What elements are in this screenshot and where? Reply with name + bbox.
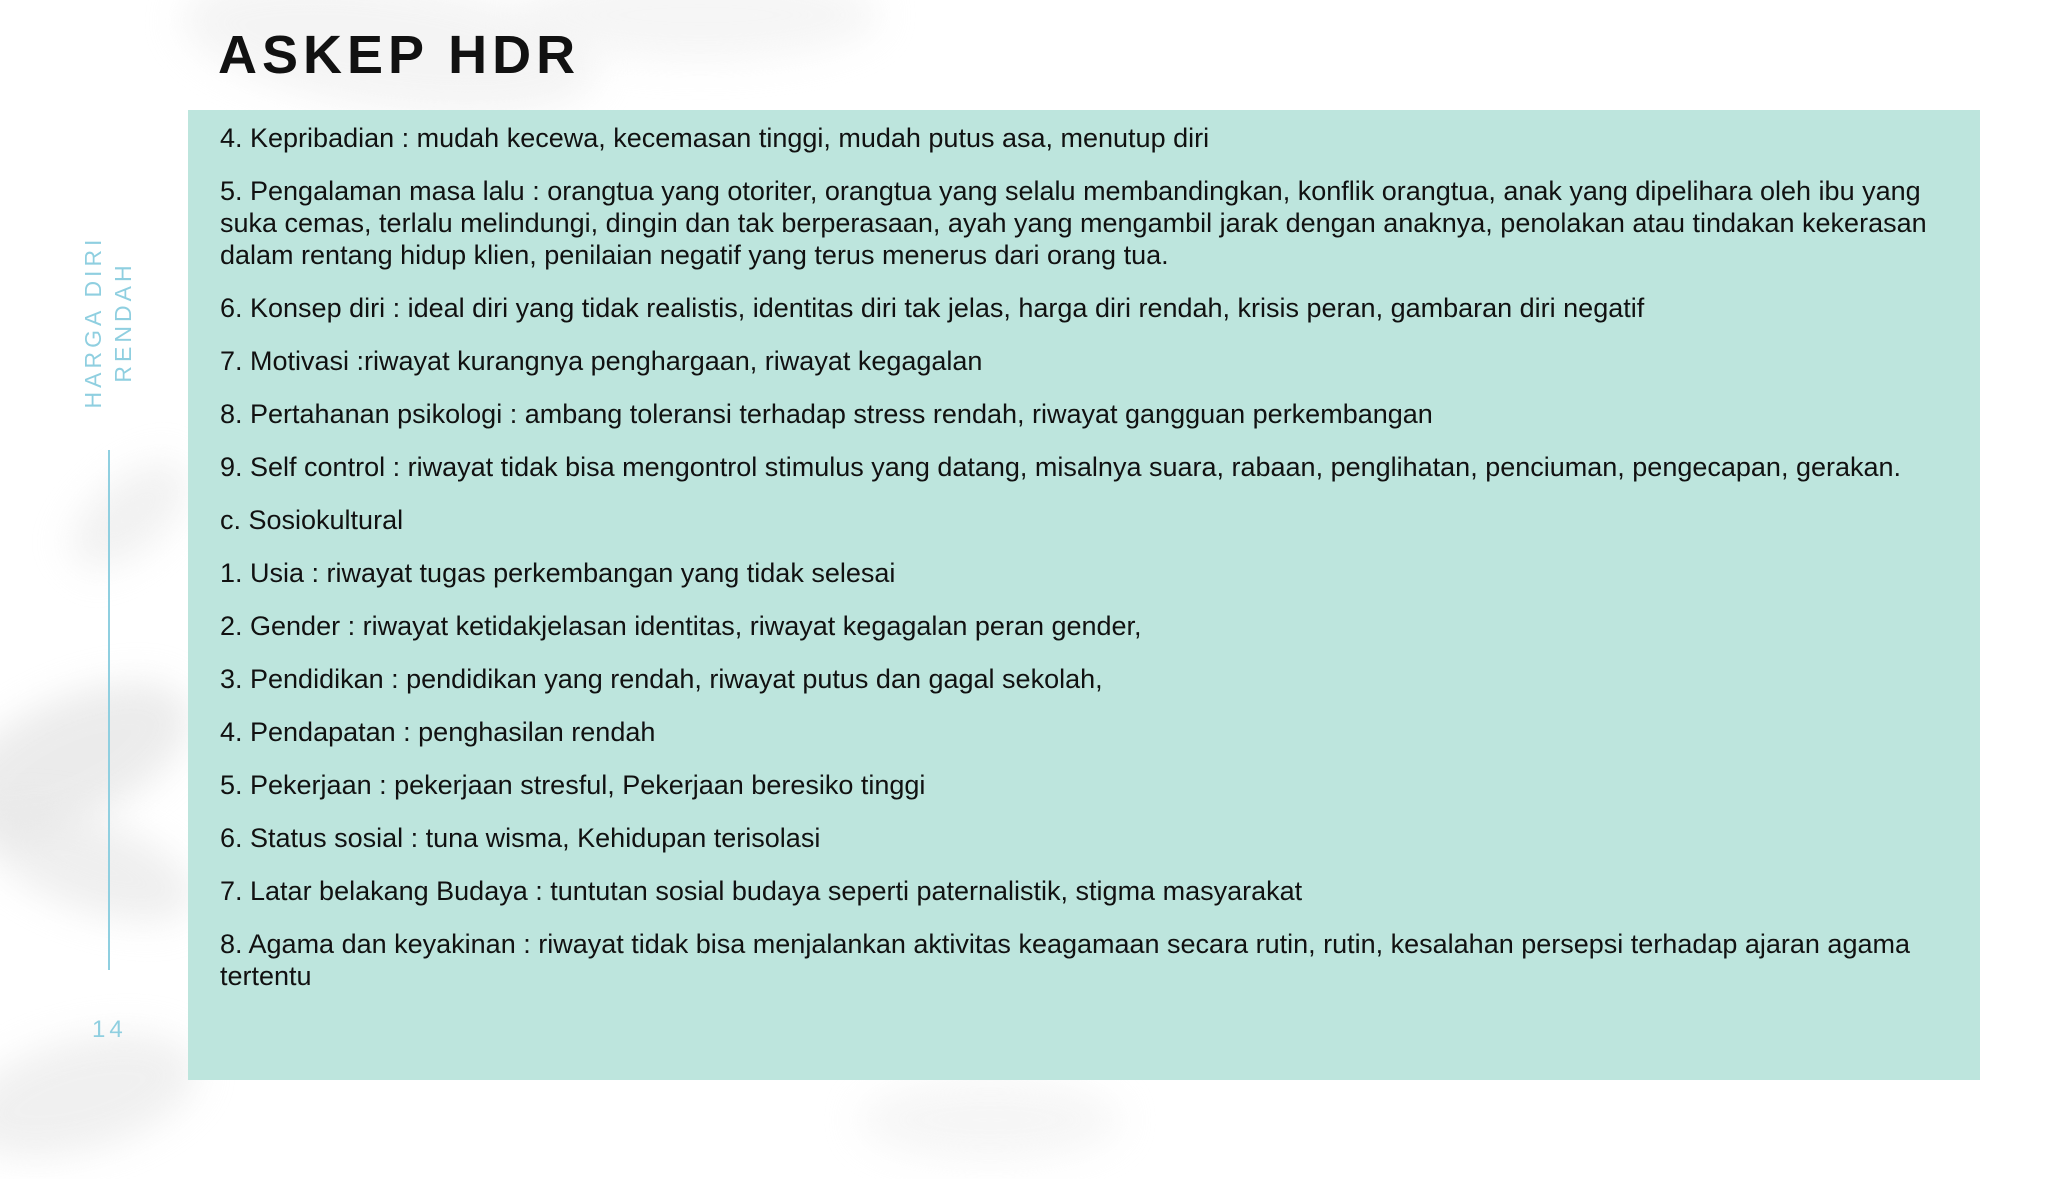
- content-panel: [188, 110, 1980, 1080]
- section-heading: c. Sosiokultural: [220, 505, 404, 535]
- slide-title: ASKEP HDR: [218, 25, 581, 85]
- list-item: 5. Pengalaman masa lalu : orangtua yang otoriter, orangtua yang selalu membandingkan, konflik orangtua, anak yang dipelihara oleh ibu yang suka cemas, terlalu melindungi, dingin dan tak berperasaan, ayah yang mengambil jarak dengan anaknya, penolakan atau tindakan kekerasan dalam rentang hidup klien, penilaian negatif yang terus menerus dari orang tua.: [220, 176, 1927, 270]
- list-item: 5. Pekerjaan : pekerjaan stresful, Pekerjaan beresiko tinggi: [220, 770, 926, 800]
- list-item: 3. Pendidikan : pendidikan yang rendah, riwayat putus dan gagal sekolah,: [220, 664, 1103, 694]
- page-number: 14: [92, 1016, 127, 1043]
- section-side-label: HARGA DIRI RENDAH: [80, 235, 136, 409]
- list-item: 1. Usia : riwayat tugas perkembangan yang tidak selesai: [220, 558, 896, 588]
- background-leaf-shadow: [860, 1080, 1120, 1160]
- list-item: 7. Latar belakang Budaya : tuntutan sosial budaya seperti paternalistik, stigma masyarakat: [220, 876, 1303, 906]
- side-divider: [108, 450, 110, 970]
- list-item: 7. Motivasi :riwayat kurangnya penghargaan, riwayat kegagalan: [220, 346, 983, 376]
- list-item: 8. Agama dan keyakinan : riwayat tidak bisa menjalankan aktivitas keagamaan secara rutin, rutin, kesalahan persepsi terhadap ajaran agama tertentu: [220, 929, 1910, 991]
- list-item: 8. Pertahanan psikologi : ambang toleransi terhadap stress rendah, riwayat gangguan perkembangan: [220, 399, 1433, 429]
- list-item: 2. Gender : riwayat ketidakjelasan identitas, riwayat kegagalan peran gender,: [220, 611, 1142, 641]
- background-leaf-shadow: [54, 443, 206, 587]
- list-item: 6. Status sosial : tuna wisma, Kehidupan terisolasi: [220, 823, 821, 853]
- list-item: 6. Konsep diri : ideal diri yang tidak realistis, identitas diri tak jelas, harga diri rendah, krisis peran, gambaran diri negatif: [220, 293, 1645, 323]
- list-item: 9. Self control : riwayat tidak bisa mengontrol stimulus yang datang, misalnya suara, rabaan, penglihatan, penciuman, pengecapan, gerakan.: [220, 452, 1902, 482]
- list-item: 4. Kepribadian : mudah kecewa, kecemasan tinggi, mudah putus asa, menutup diri: [220, 123, 1210, 153]
- list-item: 4. Pendapatan : penghasilan rendah: [220, 717, 656, 747]
